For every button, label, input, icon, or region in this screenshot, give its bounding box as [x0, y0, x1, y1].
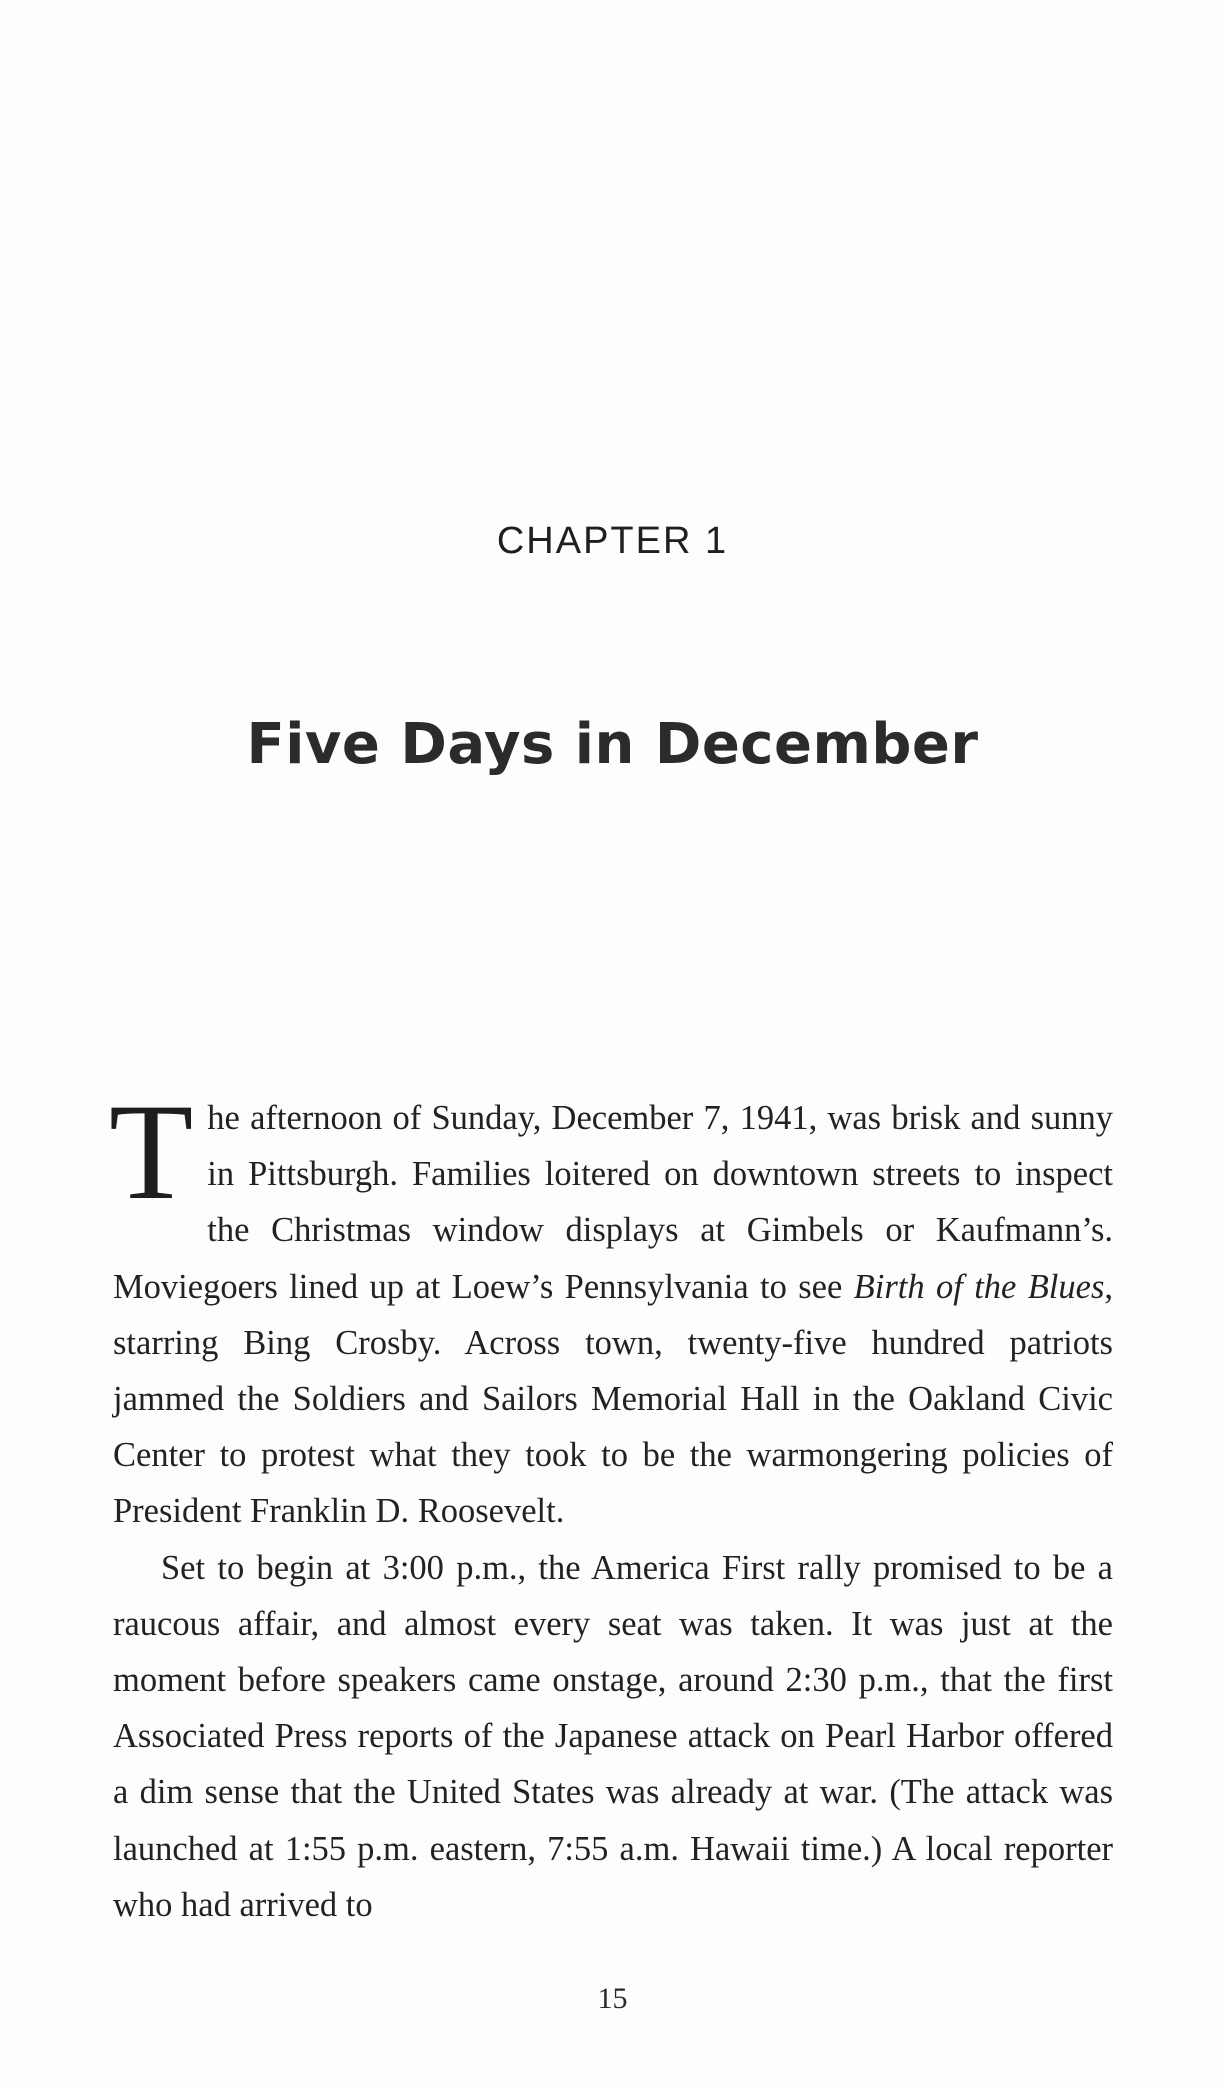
paragraph-1 — [109, 1075, 1113, 1540]
paragraph-2: Set to begin at 3:00 p.m., the America First rally promised to be a raucous affair, and almost every seat was taken. It was just at the moment before speakers came onstage, around 2:30 p.m., that the first Associated Press reports of the Japanese attack on Pearl Harbor offered a dim sense that the United States was already at war. (The attack was launched at 1:55 p.m. eastern, 7:55 a.m. Hawaii time.) A local reporter who had arrived to — [113, 1548, 1113, 1924]
body-text — [109, 1075, 1113, 1933]
film-title-italic: Birth of the Blues — [853, 1267, 1105, 1306]
drop-cap: T — [109, 1075, 194, 1228]
chapter-title: Five Days in December — [246, 712, 979, 777]
paragraph-1-text-a: he afternoon of Sunday, December 7, 1941, was brisk and sunny in Pittsburgh. Families loitered on downtown streets to inspect the Christmas window displays at Gimbels or Kaufmann’s. Moviegoers lined up at Loew’s Pennsylvania to see — [113, 1099, 1113, 1306]
chapter-label: CHAPTER 1 — [496, 520, 729, 562]
page-number: 15 — [597, 1982, 628, 2015]
paragraph-1-text-b: , starring Bing Crosby. Across town, twenty-five hundred patriots jammed the Soldiers and Sailors Memorial Hall in the Oakland Civic Center to protest what they took to be the warmongering policies of President Franklin D. Roosevelt. — [113, 1267, 1113, 1531]
